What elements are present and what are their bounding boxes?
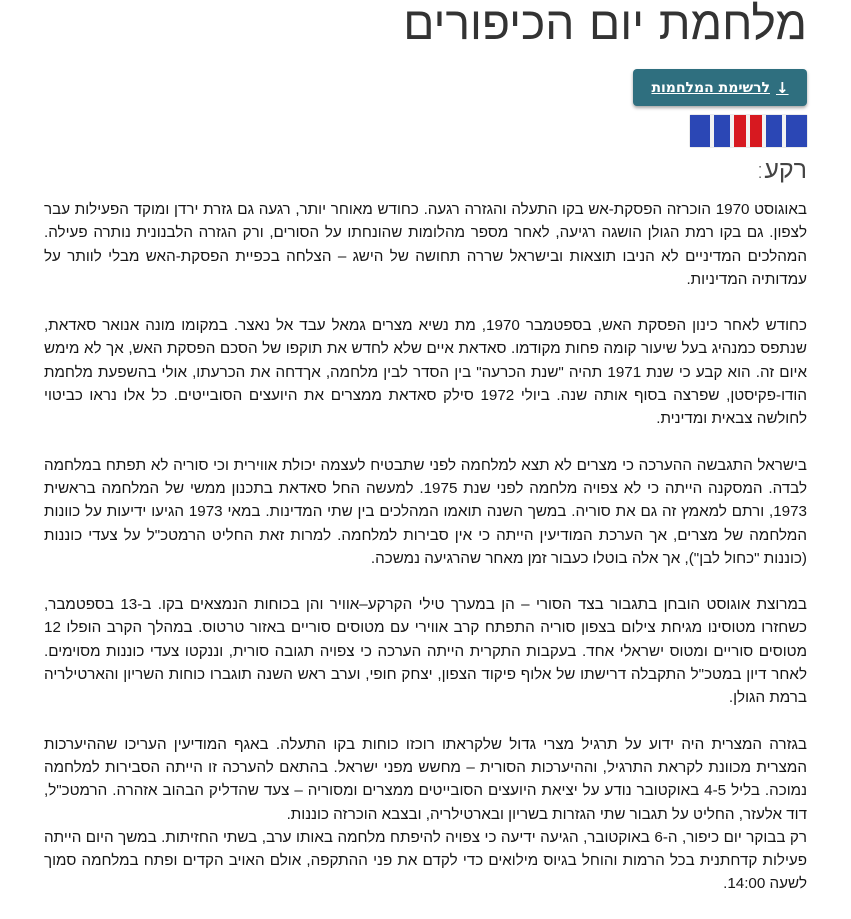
- paragraph-3: בישראל התגבשה ההערכה כי מצרים לא תצא למלחמה לפני שתבטיח לעצמה יכולת אווירית וכי סוריה לא תפתח במלחמה לבדה. המסקנה הייתה כי לא צפויה מלחמה לפני שנת 1975. למעשה החל סאדאת בתכנון ממשי של המלחמה בראשית 1973, ורתם למאמץ זה גם את סוריה. במשך השנה תואמו המהלכים בין שתי המדינות. במאי 1973 הגיעו ידיעות על כוונות המלחמה של מצרים, אך הערכת המודיעין הייתה כי אין סבירות למלחמה. למרות זאת החליט הרמטכ"ל על צעדי כוננות (כוננות "כחול לבן"), אך אלה בוטלו כעבור זמן מאחר שהרגיעה נמשכה.: [44, 456, 808, 567]
- ribbon-stripe: [766, 115, 782, 147]
- ribbon-stripe: [786, 115, 807, 147]
- paragraph-4: במרוצת אוגוסט הובחן בתגבור בצד הסורי – הן במערך טילי הקרקע–אוויר והן בכוחות הנמצאים בקו. ב-13 בספטמבר, כשחזרו מטוסינו מגיחת צילום בצפון סוריה התפתח קרב אווירי עם מטוסים סוריים באזור טרטוס. במהלך הקרב הופלו 12 מטוסים סוריים ומטוס ישראלי אחד. בעקבות התקרית הייתה הערכה כי צפויה תגובה סורית, וננקטו צעדי כוננות מסוימים. לאחר דיון במטכ"ל התקבלה דרישתו של אלוף פיקוד הצפון, יצחק חופי, וערב ראש השנה תוגברו כוחות השריון והארטילריה ברמת הגולן.: [44, 596, 807, 707]
- ribbon-stripe: [750, 115, 762, 147]
- ribbon-stripe: [714, 115, 730, 147]
- paragraph-6: רק בבוקר יום כיפור, ה-6 באוקטובר, הגיעה ידיעה כי צפויה להיפתח מלחמה באותו ערב, בשתי החזיתות. במשך היום הייתה פעילות קדחתנית בכל הרמות והוחל בגיוס מילואים כדי לקדם את פני ההתקפה, אולם האויב הקדים ופתח במלחמה סמוך לשעה 14:00.: [44, 828, 807, 893]
- paragraph-2: כחודש לאחר כינון הפסקת האש, בספטמבר 1970, מת נשיא מצרים גמאל עבד אל נאצר. במקומו מונה אנואר סאדאת, שנתפס כמנהיג בעל שיעור קומה פחות מקודמו. סאדאת איים שלא לחדש את תוקפו של הסכם הפסקת האש, אך לא מימש איום זה. הוא קבע כי שנת 1971 תהיה "שנת הכרעה" בין הסדר לבין מלחמה, אךדחה את הכרעתו, אולי בהשפעת מלחמת הודו-פקיסטן, שפרצה בסוף אותה שנה. ביולי 1972 סילק סאדאת ממצרים את היועצים הסובייטים. כל אלו נראו כביטוי לחולשה צבאית ומדינית.: [44, 317, 808, 428]
- page-title: מלחמת יום הכיפורים: [403, 0, 807, 50]
- paragraph-5: בגזרה המצרית היה ידוע על תרגיל מצרי גדול שלקראתו רוכזו כוחות בקו התעלה. באגף המודיעין העריכו שההיערכות המצרית מכוונת לקראת התרגיל, וההיערכות הסורית – מחשש מפני ישראל. בהתאם להערכה זו הייתה הסבירות למלחמה נמוכה. בליל 4-5 באוקטובר נודע על יציאת היועצים הסובייטים ממצרים ומסוריה – צעד שהדליק הבהוב אזהרה. הרמטכ"ל, דוד אלעזר, החליט על תגבור שתי הגזרות בשריון ובארטילריה, ובצבא הוכרזה כוננות.: [44, 735, 807, 823]
- arrow-down-icon: ↓: [775, 78, 789, 97]
- ribbon-stripe: [690, 115, 710, 147]
- wars-list-button[interactable]: [633, 69, 807, 106]
- section-heading: רקע:: [755, 155, 807, 184]
- wars-list-button-label: לרשימת המלחמות: [651, 79, 770, 96]
- paragraph-1: באוגוסט 1970 הוכרזה הפסקת-אש בקו התעלה והגזרה רגעה. כחודש מאוחר יותר, רגעה גם גזרת ירדן ומוקד הפעילות עבר לצפון. גם בקו רמת הגולן הושגה רגיעה, לאחר מספר מהלומות שהונחתו על הסורים, ורק הגזרה הלבנונית נותרה פעילה. המהלכים המדיניים לא הניבו תוצאות ובישראל שררה תחושה של הישג – הצלחה בכפיית הפסקת-האש מבלי לוותר על עמדותיה המדיניות.: [44, 201, 807, 288]
- ribbon-stripe: [734, 115, 746, 147]
- article-body: [44, 198, 807, 919]
- campaign-ribbon: [690, 115, 807, 147]
